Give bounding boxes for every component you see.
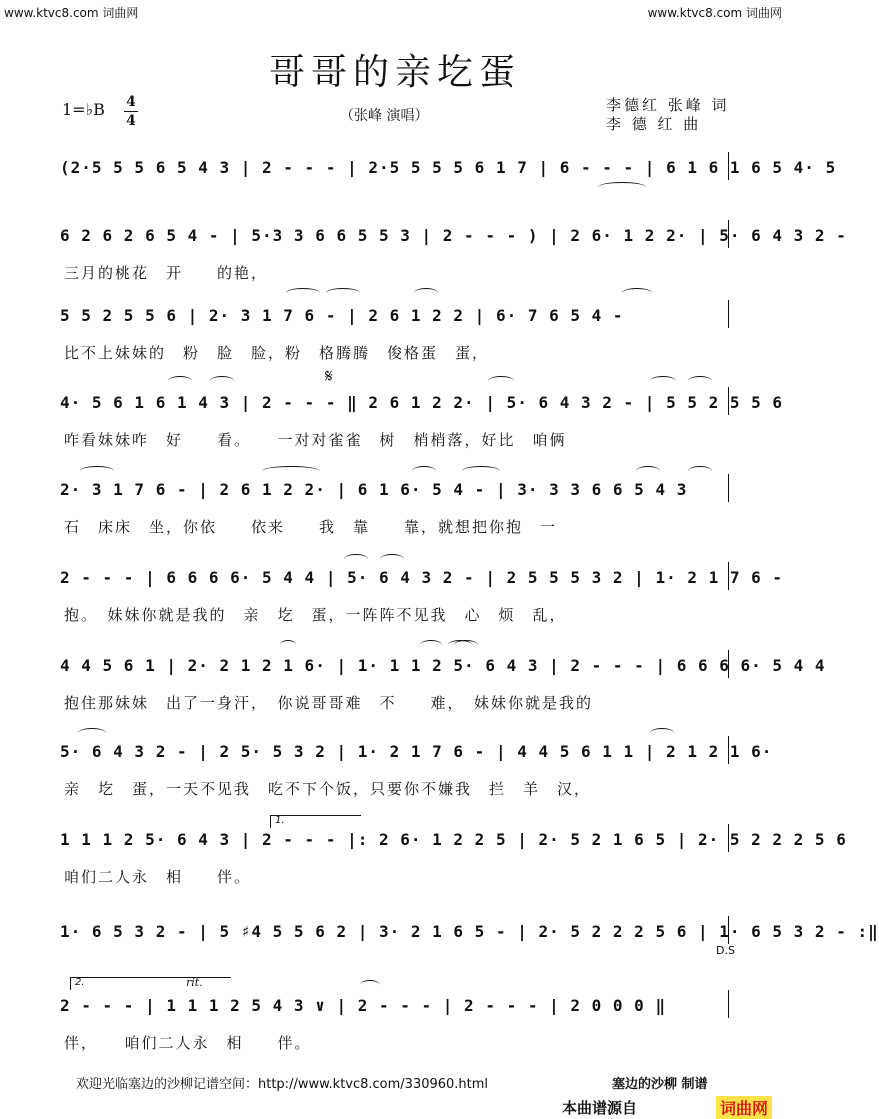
ritardando-mark: rit. (186, 976, 203, 989)
lyric-line: 伴， 咱们二人永 相 伴。 (64, 1034, 312, 1052)
composer-credit: 李 德 红 曲 (606, 115, 702, 133)
system-end-barline (728, 736, 729, 764)
notation-line: 2 - - - | 6 6 6 6· 5 4 4 | 5· 6 4 3 2 - | 2 5 5 5 3 2 | 1· 2 1 7 6 - (60, 568, 784, 587)
slur-mark (598, 182, 646, 192)
lyric-line: 三月的桃花 开 的艳， (64, 264, 269, 282)
lyric-line: 石 床床 坐，你依 依来 我 靠 靠，就想把你抱 一 (64, 518, 558, 536)
volta-2-bracket (70, 977, 231, 990)
system-end-barline (728, 387, 729, 415)
lyric-line: 抱住那妹妹 出了一身汗， 你说哥哥难 不 难， 妹妹你就是我的 (64, 694, 594, 712)
notation-line: 2 - - - | 1 1 1 2 5 4 3 ∨ | 2 - - - | 2 - - - | 2 0 0 0 ‖ (60, 996, 667, 1015)
time-signature-line (124, 111, 138, 112)
slur-mark (420, 640, 442, 650)
slur-mark (688, 466, 712, 476)
slur-mark (78, 728, 106, 738)
notation-line: (2·5 5 5 6 5 4 3 | 2 - - - | 2·5 5 5 5 6 1 7 | 6 - - - | 6 1 6 1 6 5 4· 5 (60, 158, 837, 177)
footer-maker: 塞边的沙柳 制谱 (612, 1077, 708, 1092)
notation-line: 5· 6 4 3 2 - | 2 5· 5 3 2 | 1· 2 1 7 6 - | 4 4 5 6 1 1 | 2 1 2 1 6· (60, 742, 773, 761)
slur-mark (688, 376, 712, 386)
volta-1-label: 1. (275, 815, 285, 826)
slur-mark (280, 640, 296, 650)
slur-mark (210, 376, 234, 386)
notation-line: 2· 3 1 7 6 - | 2 6 1 2 2· | 6 1 6· 5 4 - | 3· 3 3 6 6 5 4 3 (60, 480, 688, 499)
system-end-barline (728, 916, 729, 944)
system-end-barline (728, 562, 729, 590)
site-logo: 词曲网 (716, 1096, 772, 1119)
slur-mark (344, 554, 368, 564)
notation-line: 4 4 5 6 1 | 2· 2 1 2 1 6· | 1· 1 1 2 5· 6 4 3 | 2 - - - | 6 6 6 6· 5 4 4 (60, 656, 826, 675)
volta-1-bracket (270, 815, 361, 828)
slur-mark (262, 466, 320, 476)
notation-line: 4· 5 6 1 6 1 4 3 | 2 - - - ‖ 2 6 1 2 2· | 5· 6 4 3 2 - | 5 5 2 5 5 6 (60, 393, 784, 412)
segno-mark: 𝄋 (325, 366, 333, 387)
time-signature (124, 94, 138, 129)
slur-mark (650, 376, 676, 386)
lyric-line: 咋看妹妹咋 好 看。 一对对雀雀 树 梢梢落，好比 咱俩 (64, 431, 567, 449)
slur-mark (448, 640, 472, 650)
slur-mark (622, 288, 652, 298)
slur-mark (80, 466, 114, 476)
system-end-barline (728, 474, 729, 502)
slur-mark (462, 466, 500, 476)
notation-line: 5 5 2 5 5 6 | 2· 3 1 7 6 - | 2 6 1 2 2 | 6· 7 6 5 4 - (60, 306, 624, 325)
slur-mark (650, 728, 674, 738)
slur-mark (380, 554, 404, 564)
volta-2-label: 2. (75, 977, 85, 988)
lyric-line: 抱。 妹妹你就是我的 亲 圪 蛋，一阵阵不见我 心 烦 乱， (64, 606, 567, 624)
slur-mark (168, 376, 192, 386)
slur-mark (488, 376, 514, 386)
system-end-barline (728, 824, 729, 852)
site-header-right: www.ktvc8.com 词曲网 (647, 6, 782, 20)
lyric-line: 咱们二人永 相 伴。 (64, 868, 252, 886)
ds-mark: D.S (716, 944, 735, 957)
slur-mark (360, 980, 380, 990)
system-end-barline (728, 650, 729, 678)
slur-mark (286, 288, 320, 298)
slur-mark (326, 288, 360, 298)
slur-mark (412, 466, 436, 476)
system-end-barline (728, 990, 729, 1018)
singer-credit: （张峰 演唱） (340, 108, 429, 124)
slur-mark (636, 466, 660, 476)
notation-line: 1· 6 5 3 2 - | 5 ♯4 5 5 6 2 | 3· 2 1 6 5 - | 2· 5 2 2 2 5 6 | 1· 6 5 3 2 - :‖ (60, 922, 879, 941)
notation-line: 1 1 1 2 5· 6 4 3 | 2 - - - |: 2 6· 1 2 2 5 | 2· 5 2 1 6 5 | 2· 5 2 2 2 5 6 (60, 830, 847, 849)
lyric-line: 亲 圪 蛋，一天不见我 吃不下个饭，只要你不嫌我 拦 羊 汉， (64, 780, 592, 798)
time-signature-top: 4 (126, 94, 136, 110)
system-end-barline (728, 300, 729, 328)
site-header-left: www.ktvc8.com 词曲网 (4, 6, 139, 20)
lyricist-credit: 李德红 张峰 词 (606, 96, 730, 114)
system-end-barline (728, 152, 729, 180)
lyric-line: 比不上妹妹的 粉 脸 脸，粉 格腾腾 俊格蛋 蛋， (64, 344, 490, 362)
notation-line: 6 2 6 2 6 5 4 - | 5·3 3 6 6 5 5 3 | 2 - - - ) | 2 6· 1 2 2· | 5· 6 4 3 2 - (60, 226, 847, 245)
time-signature-bottom: 4 (126, 113, 136, 129)
key-signature: 1=♭B (62, 100, 105, 119)
slur-mark (414, 288, 438, 298)
footer-source: 本曲谱源自 (562, 1099, 638, 1117)
system-end-barline (728, 220, 729, 248)
footer-url-text: 欢迎光临塞边的沙柳记谱空间：http://www.ktvc8.com/330960.html (76, 1077, 489, 1092)
song-title: 哥哥的亲圪蛋 (268, 52, 521, 93)
